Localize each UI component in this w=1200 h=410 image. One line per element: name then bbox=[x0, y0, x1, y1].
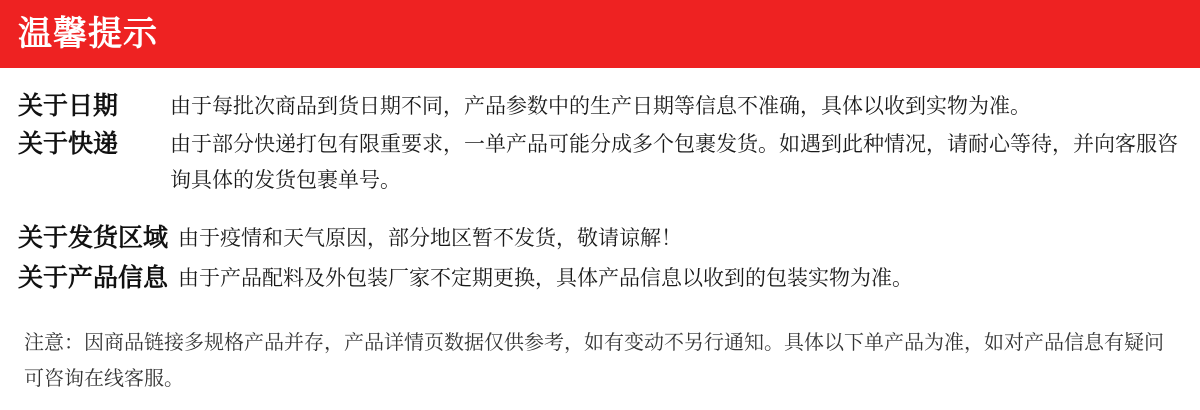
disclaimer-note: 注意：因商品链接多规格产品并存，产品详情页数据仅供参考，如有变动不另行通知。具体以下单产品为准，如对产品信息有疑问可咨询在线客服。 bbox=[24, 330, 1164, 390]
tips-content bbox=[0, 68, 1200, 396]
tip-label-date: 关于日期 bbox=[18, 91, 119, 120]
tip-row-product-info bbox=[0, 260, 1200, 296]
page-title: 温馨提示 bbox=[18, 14, 158, 54]
tip-text-express: 由于部分快递打包有限重要求，一单产品可能分成多个包裹发货。如遇到此种情况，请耐心等待，并向客服咨询具体的发货包裹单号。 bbox=[170, 132, 1178, 192]
tip-label-express: 关于快递 bbox=[18, 129, 119, 158]
header-banner bbox=[0, 0, 1200, 68]
tip-text-region: 由于疫情和天气原因，部分地区暂不发货，敬请谅解！ bbox=[178, 226, 683, 250]
tips-group-shipping bbox=[0, 88, 1200, 198]
tip-row-express bbox=[0, 126, 1200, 198]
tip-row-date bbox=[0, 88, 1200, 124]
tip-label-region: 关于发货区域 bbox=[18, 223, 169, 252]
tip-row-region bbox=[0, 220, 1200, 256]
tip-text-date: 由于每批次商品到货日期不同，产品参数中的生产日期等信息不准确，具体以收到实物为准。 bbox=[170, 94, 1031, 118]
tip-label-product-info: 关于产品信息 bbox=[18, 263, 169, 292]
tips-group-region bbox=[0, 220, 1200, 296]
tip-text-product-info: 由于产品配料及外包装厂家不定期更换，具体产品信息以收到的包装实物为准。 bbox=[178, 266, 914, 290]
